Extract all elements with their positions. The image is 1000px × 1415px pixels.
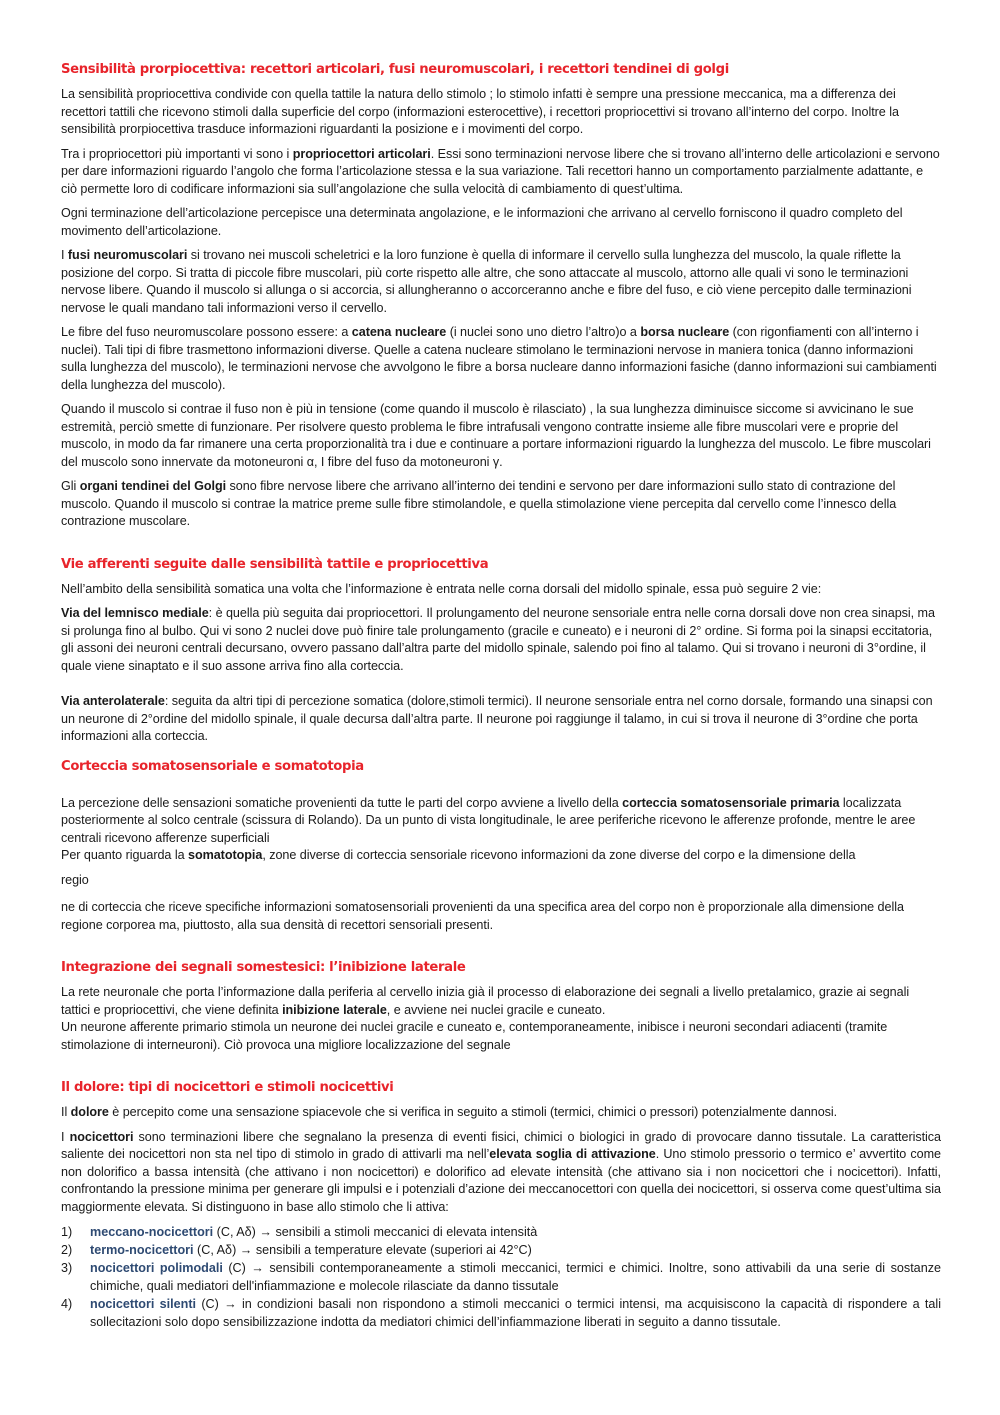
paragraph (61, 693, 941, 746)
section-heading-proprioception: Sensibilità prorpiocettiva: recettori articolari, fusi neuromuscolari, i recettori tendinei di golgi (61, 62, 729, 77)
paragraph (61, 1104, 941, 1122)
list-term: meccano-nocicettori (90, 1225, 214, 1239)
paragraph (61, 146, 941, 199)
list-number: 1) (61, 1225, 73, 1239)
text-run: Gli (61, 479, 80, 493)
text-run: La rete neuronale che porta l’informazione dalla periferia al cervello inizia già il processo di elaborazione dei segnali a livello pretalamico, grazie ai segnali tattici e propriocettivi, che viene definita (61, 985, 910, 1017)
bold-term: elevata soglia di attivazione (489, 1147, 656, 1161)
bold-term: catena nucleare (351, 325, 447, 339)
bold-term: somatotopia (187, 848, 263, 862)
paragraph (61, 795, 941, 848)
text-run: (con rigonfiamenti con all’interno i nuclei). Tali tipi di fibre trasmettono informazioni diverse. Quelle a catena nucleare stimolano le terminazioni nervose in maniera tonica (danno informazioni sulla lunghezza del muscolo), le terminazioni nervose che avvolgono le fibre a borsa nucleare danno informazioni fasiche (danno informazioni sui cambiamenti della lunghezza del muscolo). (61, 325, 937, 392)
text-run: I (61, 1129, 70, 1144)
spacer (61, 1061, 941, 1079)
text-run: , zone diverse di corteccia sensoriale ricevono informazioni da zone diverse del corpo e la dimensione della (262, 848, 856, 862)
list-item (61, 1259, 941, 1295)
text-run: si trovano nei muscoli scheletrici e la loro funzione è quella di informare il cervello sulla lunghezza del muscolo, la quale riflette la posizione del corpo. Si tratta di piccole fibre muscolari, più corte rispetto alle altre, che sono attaccate al muscolo, attorno alle quali vi sono le terminazioni nervose libere. Quando il muscolo si allunga o si accorcia, si allungheranno o accorceranno anche e fibre del fuso, e ciò viene percepito dalle terminazioni nervose le quali mandano tali informazioni verso il cervello. (61, 248, 912, 315)
text-run: , e avviene nei nuclei gracile e cuneato. (386, 1002, 606, 1017)
list-item (61, 1295, 941, 1331)
bold-term: fusi neuromuscolari (67, 248, 188, 262)
list-text: (C) → in condizioni basali non rispondono a stimoli meccanici o termici intensi, ma acquisiscono la capacità di rispondere a tali sollecitazioni solo dopo sensibilizzazione indotta da mediatori chimici dell’infiammazione liberati in seguito a danno tissutale. (90, 1297, 941, 1329)
text-run: : è quella più seguita dai propriocettori. Il prolungamento del neurone sensoriale entra nelle corna dorsali dove non crea sinapsi, ma si prolunga fino al bulbo. Qui vi sono 2 nuclei dove può finire tale prolungamento (gracile e cuneato) e i neuroni di 2° ordine. Si forma poi la sinapsi eccitatoria, gli assoni dei neuroni centrali decursano, ovvero passano dall’altra parte del midollo spinale, salendo poi fino al talamo. Qui si trovano i neuroni di 3°ordine, il quale viene sinaptato e il suo assone arriva fino alla corteccia. (61, 606, 935, 673)
paragraph (61, 478, 941, 531)
text-run: : seguita da altri tipi di percezione somatica (dolore,stimoli termici). Il neurone sensoriale entra nel corno dorsale, formando una sinapsi con un neurone di 2°ordine del midollo spinale, il quale decursa dall’altra parte. Il neurone poi raggiunge il talamo, in cui si trova il neurone di 3°ordine che porta informazioni alla corteccia. (61, 694, 933, 743)
list-item (61, 1241, 941, 1259)
text-run: è percepito come una sensazione spiacevole che si verifica in seguito a stimoli (termici, chimici o pressori) potenzialmente dannosi. (108, 1105, 838, 1119)
text-run: localizzata posteriormente al solco centrale (scissura di Rolando). Da un punto di vista longitudinale, le aree periferiche ricevono le afferenze profonde, mentre le aree centrali ricevono afferenze superficiali (61, 795, 916, 845)
paragraph: Nell’ambito della sensibilità somatica una volta che l’informazione è entrata nelle corna dorsali del midollo spinale, essa può seguire 2 vie: (61, 581, 822, 596)
list-number: 4) (61, 1297, 73, 1311)
nociceptor-list (61, 1223, 941, 1331)
paragraph: Un neurone afferente primario stimola un neurone dei nuclei gracile e cuneato e, contemporaneamente, inibisce i neuroni secondari adiacenti (tramite stimolazione di interneuroni). Ciò provoca una migliore localizzazione del segnale (61, 1020, 888, 1052)
spacer (61, 538, 941, 556)
bold-term: Via del lemnisco mediale (61, 606, 209, 620)
paragraph: ne di corteccia che riceve specifiche informazioni somatosensoriali provenienti da una specifica area del corpo non è proporzionale alla dimensione della regione corporea ma, piuttosto, alla sua densità di recettori sensoriali presenti. (61, 900, 904, 932)
paragraph (61, 605, 941, 675)
section-heading-somatosensory-cortex: Corteccia somatosensoriale e somatotopia (61, 758, 364, 774)
list-number: 2) (61, 1243, 73, 1257)
bold-term: Via anterolaterale (61, 694, 165, 708)
text-run: Tra i propriocettori più importanti vi sono i (61, 146, 293, 161)
section-heading-lateral-inhibition: Integrazione dei segnali somestesici: l’inibizione laterale (61, 960, 466, 975)
bold-term: inibizione laterale (282, 1002, 387, 1017)
paragraph: La sensibilità propriocettiva condivide con quella tattile la natura dello stimolo ; lo stimolo infatti è sempre una pressione meccanica, ma a differenza dei recettori tattili che ricevono stimoli dalla superficie del corpo (informazioni esterocettive), i recettori propriocettivi si trovano all’interno del corpo. Inoltre la sensibilità prorpiocettiva trasduce informazioni riguardanti la posizione e i movimenti del corpo. (61, 87, 899, 136)
list-text: (C) → sensibili contemporaneamente a stimoli meccanici, termici e chimici. Inoltre, sono attivabili da una serie di sostanze chimiche, quali mediatori dell'infiammazione e molecole rilasciate da danno tissutale (90, 1261, 941, 1293)
text-run: . Uno stimolo pressorio o termico e’ avvertito come non dolorifico a bassa intensità (che attivano i non nocicettori) e dolorifico ad elevate intensità (che attivano sia i non nocicettori che i nocicettori). Infatti, confrontando la pressione minima per generare gli impulsi e i potenziali d’azione dei meccanocettori con quella dei nocicettori, si osserva come quest’ultima sia maggiormente elevata. Si distinguono in base allo stimolo che li attiva: (61, 1147, 941, 1214)
paragraph: Quando il muscolo si contrae il fuso non è più in tensione (come quando il muscolo è rilasciato) , la sua lunghezza diminuisce siccome si avvicinano le sue estremità, perciò smette di funzionare. Per risolvere questo problema le fibre intrafusali vengono contratte insieme alle fibre muscolari vere e proprie del muscolo, in modo da far rimanere una certa proporzionalità tra i due e continuare a portare informazioni riguardo la lunghezza del muscolo. Le fibre muscolari del muscolo sono innervate da motoneuroni α, I fibre del fuso da motoneuroni γ. (61, 402, 931, 469)
list-term: termo-nocicettori (90, 1243, 194, 1257)
text-run: Le fibre del fuso neuromuscolare possono essere: a (61, 325, 352, 339)
text-run: (i nuclei sono uno dietro l’altro)o a (446, 325, 641, 339)
text-run: I (61, 248, 68, 262)
paragraph (61, 324, 941, 394)
list-term: nocicettori polimodali (90, 1261, 223, 1275)
text-run: . Essi sono terminazioni nervose libere che si trovano all’interno delle articolazioni e servono per dare informazioni riguardo l’angolo che forma l’articolazione stessa e la sua variazione. Tali recettori hanno un comportamento parzialmente adattante, e ciò permette loro di codificare informazioni sia sull’angolazione che sulla velocità di cambiamento di quest’ultima. (61, 146, 940, 196)
list-number: 3) (61, 1261, 73, 1275)
text-run: sono fibre nervose libere che arrivano all’interno dei tendini e servono per dare informazioni sullo stato di contrazione del muscolo. Quando il muscolo si contrae la matrice preme sulle fibre stimolandole, e quella stimolazione viene percepita dal cervello come l’innesco della contrazione muscolare. (61, 479, 897, 528)
bold-term: propriocettori articolari (292, 146, 431, 161)
paragraph (61, 247, 941, 317)
paragraph: regio (61, 872, 89, 887)
paragraph (61, 984, 941, 1019)
page-content (61, 61, 941, 1331)
bold-term: organi tendinei del Golgi (79, 479, 227, 493)
spacer (61, 941, 941, 959)
bold-term: dolore (70, 1105, 109, 1119)
list-item (61, 1223, 941, 1241)
spacer (61, 783, 941, 795)
bold-term: corteccia somatosensoriale primaria (622, 795, 840, 810)
text-run: sono terminazioni libere che segnalano la presenza di eventi fisici, chimici o biologici in grado di provocare danno tissutale. La caratteristica saliente dei nocicettori non sta nel tipo di stimolo in grado di attivarli ma nell’ (61, 1129, 941, 1161)
bold-term: borsa nucleare (640, 325, 730, 339)
list-text: (C, Aδ) → sensibili a temperature elevate (superiori ai 42°C) (193, 1243, 532, 1257)
section-heading-pain: Il dolore: tipi di nocicettori e stimoli nocicettivi (61, 1080, 394, 1095)
paragraph (61, 847, 941, 865)
section-heading-afferent-pathways: Vie afferenti seguite dalle sensibilità tattile e propriocettiva (61, 556, 489, 572)
paragraph (61, 1129, 941, 1217)
bold-term: nocicettori (69, 1129, 134, 1144)
text-run: La percezione delle sensazioni somatiche provenienti da tutte le parti del corpo avviene a livello della (61, 795, 623, 810)
list-term: nocicettori silenti (90, 1297, 197, 1311)
paragraph: Ogni terminazione dell’articolazione percepisce una determinata angolazione, e le informazioni che arrivano al cervello forniscono il quadro completo del movimento dell’articolazione. (61, 206, 903, 238)
text-run: Il (61, 1105, 71, 1119)
text-run: Per quanto riguarda la (61, 848, 188, 862)
list-text: (C, Aδ) → sensibili a stimoli meccanici di elevata intensità (213, 1225, 538, 1239)
